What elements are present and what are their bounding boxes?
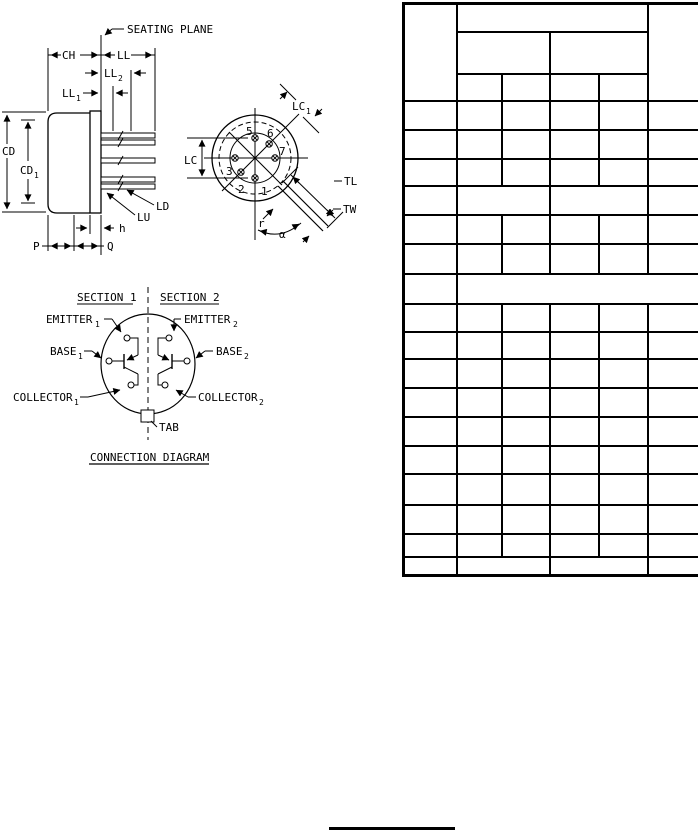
table-cell xyxy=(550,215,599,244)
base-1-subscript: 1 xyxy=(78,352,83,361)
table-cell xyxy=(457,4,648,32)
table-cell xyxy=(599,388,648,417)
table-cell xyxy=(404,474,457,505)
table-cell xyxy=(457,557,550,575)
collector-1-label: COLLECTOR xyxy=(13,391,73,404)
table-cell xyxy=(404,332,457,359)
table-cell xyxy=(599,505,648,534)
table-cell xyxy=(404,534,457,557)
emitter-2-subscript: 2 xyxy=(233,320,238,329)
table-cell xyxy=(457,244,502,274)
table-cell xyxy=(550,446,599,474)
table-cell xyxy=(502,417,550,446)
table-cell xyxy=(502,215,550,244)
pin-1 xyxy=(252,175,258,181)
table-cell xyxy=(404,186,457,215)
table-cell xyxy=(648,534,698,557)
table-cell xyxy=(550,332,599,359)
table-cell xyxy=(502,159,550,186)
table-cell xyxy=(648,215,698,244)
table-cell xyxy=(502,332,550,359)
table-cell xyxy=(550,388,599,417)
table-cell xyxy=(502,74,550,101)
table-cell xyxy=(599,359,648,388)
table-cell xyxy=(648,244,698,274)
section-2-label: SECTION 2 xyxy=(160,291,220,304)
dim-ch-label: CH xyxy=(62,49,76,62)
dim-cd-label: CD xyxy=(2,145,16,158)
table-cell xyxy=(502,446,550,474)
table-cell xyxy=(648,101,698,130)
table-cell xyxy=(404,417,457,446)
base-2-subscript: 2 xyxy=(244,352,249,361)
table-cell xyxy=(457,215,502,244)
dim-r-label: r xyxy=(258,217,265,230)
table-cell xyxy=(502,474,550,505)
table-cell xyxy=(502,101,550,130)
emitter-1-label: EMITTER xyxy=(46,313,93,326)
dim-q-label: Q xyxy=(107,240,114,253)
table-cell xyxy=(404,388,457,417)
tab-square xyxy=(141,410,154,422)
can-flange xyxy=(90,111,101,213)
table-cell xyxy=(457,388,502,417)
table-cell xyxy=(648,159,698,186)
emitter-2-terminal xyxy=(166,335,172,341)
dim-cd1-subscript: 1 xyxy=(34,171,39,180)
table-cell xyxy=(404,101,457,130)
dim-tl-label: TL xyxy=(344,175,358,188)
table-cell xyxy=(648,557,698,575)
dim-ld-label: LD xyxy=(156,200,170,213)
table-cell xyxy=(457,474,502,505)
table-cell xyxy=(502,388,550,417)
table-cell xyxy=(550,557,648,575)
table-cell xyxy=(457,101,502,130)
table-cell xyxy=(457,332,502,359)
table-cell xyxy=(404,274,457,304)
dim-h-label: h xyxy=(119,222,126,235)
table-cell xyxy=(457,505,502,534)
table-cell xyxy=(457,159,502,186)
table-cell xyxy=(648,474,698,505)
connection-diagram-title: CONNECTION DIAGRAM xyxy=(90,451,210,464)
table-cell xyxy=(404,4,457,101)
dim-ll2-subscript: 2 xyxy=(118,74,123,83)
table-cell xyxy=(648,130,698,159)
collector-1-terminal xyxy=(128,382,134,388)
table-cell xyxy=(502,534,550,557)
table-cell xyxy=(648,417,698,446)
table-cell xyxy=(404,557,457,575)
section-1-label: SECTION 1 xyxy=(77,291,137,304)
tab-label: TAB xyxy=(159,421,179,434)
table-cell xyxy=(550,74,599,101)
table-cell xyxy=(599,332,648,359)
dim-p-label: P xyxy=(33,240,40,253)
table-cell xyxy=(404,505,457,534)
pin-2 xyxy=(238,169,244,175)
collector-2-subscript: 2 xyxy=(259,398,264,407)
table-cell xyxy=(550,359,599,388)
table-cell xyxy=(404,244,457,274)
pin-7-label: 7 xyxy=(279,145,286,158)
collector-2-label: COLLECTOR xyxy=(198,391,258,404)
table-cell xyxy=(550,505,599,534)
table-cell xyxy=(550,32,648,74)
seating-plane-label: SEATING PLANE xyxy=(127,23,214,36)
table-cell xyxy=(457,32,550,74)
table-cell xyxy=(648,359,698,388)
pin-5-label: 5 xyxy=(246,125,253,138)
table-cell xyxy=(502,304,550,332)
table-cell xyxy=(404,359,457,388)
table-cell xyxy=(599,244,648,274)
table-cell xyxy=(550,130,599,159)
dim-ll-label: LL xyxy=(117,49,131,62)
table-cell xyxy=(404,215,457,244)
dim-ll1-label: LL xyxy=(62,87,76,100)
table-cell xyxy=(404,446,457,474)
table-cell xyxy=(648,332,698,359)
emitter-1-terminal xyxy=(124,335,130,341)
table-cell xyxy=(599,534,648,557)
table-cell xyxy=(550,474,599,505)
side-view-drawing xyxy=(2,29,155,255)
table-cell xyxy=(502,505,550,534)
can-body xyxy=(48,113,90,213)
base-1-label: BASE xyxy=(50,345,77,358)
table-cell xyxy=(404,159,457,186)
table-cell xyxy=(550,159,599,186)
table-cell xyxy=(599,159,648,186)
pin-6-label: 6 xyxy=(267,127,274,140)
table-cell xyxy=(457,304,502,332)
table-cell xyxy=(599,304,648,332)
table-cell xyxy=(404,130,457,159)
table-cell xyxy=(457,130,502,159)
table-cell xyxy=(404,304,457,332)
base-2-terminal xyxy=(184,358,190,364)
table-cell xyxy=(550,534,599,557)
table-cell xyxy=(599,130,648,159)
pin-6 xyxy=(266,141,272,147)
table-cell xyxy=(648,388,698,417)
table-cell xyxy=(457,534,502,557)
table-cell xyxy=(599,215,648,244)
dim-lc-label: LC xyxy=(184,154,198,167)
pin-2-label: 2 xyxy=(238,183,245,196)
table-cell xyxy=(648,505,698,534)
table-cell xyxy=(599,446,648,474)
table-cell xyxy=(457,274,698,304)
table-cell xyxy=(550,244,599,274)
collector-2-terminal xyxy=(162,382,168,388)
transistor-1 xyxy=(106,335,138,388)
table-cell xyxy=(599,417,648,446)
table-cell xyxy=(457,417,502,446)
pin-3 xyxy=(232,155,238,161)
dim-lc1-subscript: 1 xyxy=(306,107,311,116)
top-view-drawing xyxy=(187,84,343,242)
table-cell xyxy=(502,130,550,159)
dimension-table xyxy=(402,2,698,577)
table-cell xyxy=(502,244,550,274)
pin-7 xyxy=(272,155,278,161)
pin-5 xyxy=(252,135,258,141)
outline-drawing xyxy=(0,0,400,480)
pin-1-label: 1 xyxy=(261,185,268,198)
table-cell xyxy=(599,474,648,505)
table-cell xyxy=(550,186,648,215)
emitter-1-subscript: 1 xyxy=(95,320,100,329)
table-cell xyxy=(502,359,550,388)
dim-tw-label: TW xyxy=(343,203,357,216)
table-cell xyxy=(599,101,648,130)
footer-rule xyxy=(329,827,455,830)
table-cell xyxy=(457,186,550,215)
base-1-terminal xyxy=(106,358,112,364)
table-cell xyxy=(550,417,599,446)
dim-ll1-subscript: 1 xyxy=(76,94,81,103)
table-cell xyxy=(648,4,698,101)
dim-lc1-label: LC xyxy=(292,100,306,113)
transistor-2 xyxy=(158,335,190,388)
table-cell xyxy=(648,186,698,215)
pin-3-label: 3 xyxy=(226,165,233,178)
table-cell xyxy=(550,101,599,130)
table-cell xyxy=(457,359,502,388)
table-cell xyxy=(599,74,648,101)
table-cell xyxy=(457,74,502,101)
dim-cd1-label: CD xyxy=(20,164,34,177)
dim-lu-label: LU xyxy=(137,211,151,224)
emitter-2-label: EMITTER xyxy=(184,313,231,326)
dim-ll2-label: LL xyxy=(104,67,118,80)
table-cell xyxy=(648,446,698,474)
base-2-label: BASE xyxy=(216,345,243,358)
dim-alpha-label: α xyxy=(279,228,286,241)
table-cell xyxy=(648,304,698,332)
leads xyxy=(101,131,155,191)
table-cell xyxy=(457,446,502,474)
table-cell xyxy=(550,304,599,332)
collector-1-subscript: 1 xyxy=(74,398,79,407)
